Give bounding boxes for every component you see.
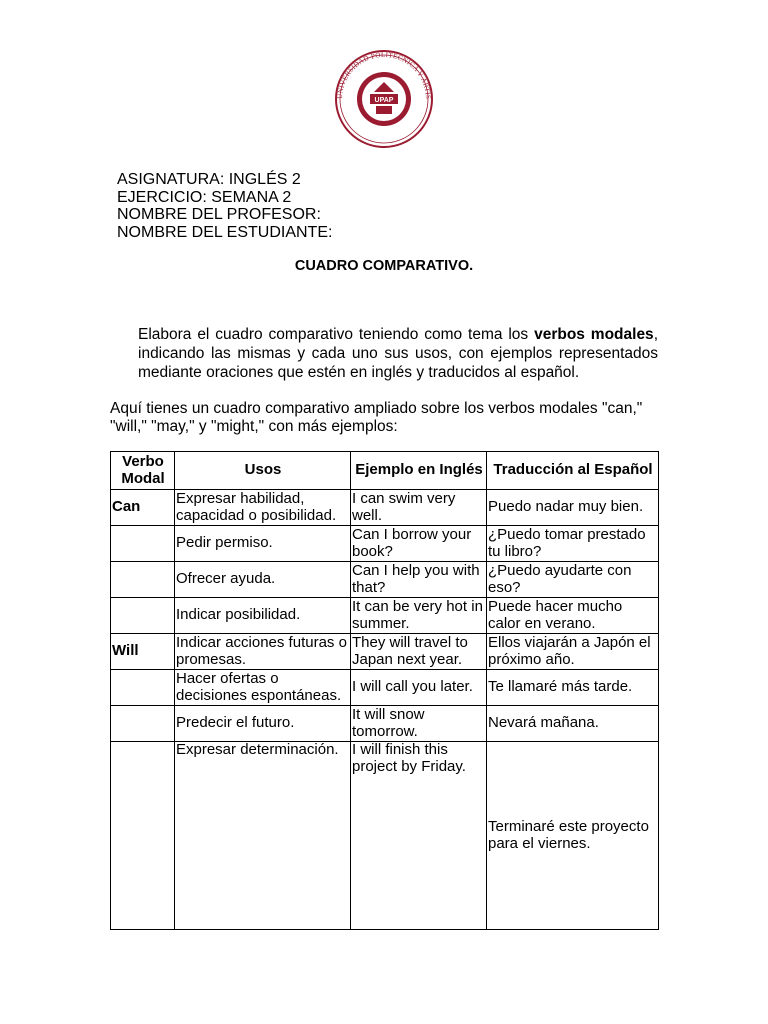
verb-cell (111, 526, 175, 562)
verb-cell: Can (111, 490, 175, 526)
ejemplo-cell: It can be very hot in summer. (351, 598, 487, 634)
instructions-bold: verbos modales (534, 326, 654, 343)
header-verbo-modal: Verbo Modal (111, 452, 175, 490)
table-row (111, 634, 659, 670)
university-logo (326, 44, 442, 154)
traduccion-cell: Nevará mañana. (487, 706, 659, 742)
ejemplo-cell: It will snow tomorrow. (351, 706, 487, 742)
traduccion-cell: ¿Puedo ayudarte con eso? (487, 562, 659, 598)
verb-cell (111, 598, 175, 634)
ejemplo-cell: Can I borrow your book? (351, 526, 487, 562)
traduccion-cell: Ellos viajarán a Japón el próximo año. (487, 634, 659, 670)
logo-abbr: UPAP (374, 97, 394, 104)
table-row (111, 562, 659, 598)
intro-paragraph: Aquí tienes un cuadro comparativo ampliado sobre los verbos modales "can," "will," "may," y "might," con más ejemplos: (110, 400, 643, 435)
instructions-before: Elabora el cuadro comparativo teniendo como tema los (138, 326, 535, 343)
table-row (111, 598, 659, 634)
uso-cell: Indicar acciones futuras o promesas. (175, 634, 351, 670)
header-traduccion: Traducción al Español (487, 452, 659, 490)
traduccion-cell: Puede hacer mucho calor en verano. (487, 598, 659, 634)
table-row (111, 706, 659, 742)
table-row (111, 526, 659, 562)
asignatura-line: ASIGNATURA: INGLÉS 2 (117, 171, 301, 188)
uso-cell: Ofrecer ayuda. (175, 562, 351, 598)
ejemplo-cell: They will travel to Japan next year. (351, 634, 487, 670)
table-row (111, 742, 659, 930)
uso-cell: Predecir el futuro. (175, 706, 351, 742)
comparison-table (110, 451, 659, 930)
table-row (111, 670, 659, 706)
verb-cell (111, 670, 175, 706)
ejemplo-cell: Can I help you with that? (351, 562, 487, 598)
estudiante-line: NOMBRE DEL ESTUDIANTE: (117, 223, 333, 241)
verb-cell (111, 706, 175, 742)
uso-cell: Hacer ofertas o decisiones espontáneas. (175, 670, 351, 706)
header-usos: Usos (175, 452, 351, 490)
table-header-row (111, 452, 659, 490)
traduccion-cell: Te llamaré más tarde. (487, 670, 659, 706)
traduccion-cell: Puedo nadar muy bien. (487, 490, 659, 526)
uso-cell: Expresar determinación. (175, 742, 351, 930)
uso-cell: Expresar habilidad, capacidad o posibilidad. (175, 490, 351, 526)
svg-text:UNIVERSIDAD POLITÉCNICA Y ARTÍ: UNIVERSIDAD POLITÉCNICA Y ARTÍS (335, 50, 433, 100)
ejercicio-line: EJERCICIO: SEMANA 2 (117, 188, 292, 206)
ejemplo-cell: I will call you later. (351, 670, 487, 706)
document-title: CUADRO COMPARATIVO. (294, 258, 474, 274)
header-ejemplo: Ejemplo en Inglés (351, 452, 487, 490)
verb-cell (111, 562, 175, 598)
instructions-after: , indicando las mismas y cada uno sus usos, con ejemplos representados mediante oraciones que estén en inglés y traducidos al español. (138, 326, 658, 381)
instructions-paragraph (138, 325, 658, 382)
verb-cell: Will (111, 634, 175, 670)
document-header (117, 171, 332, 241)
uso-cell: Indicar posibilidad. (175, 598, 351, 634)
verb-cell (111, 742, 175, 930)
traduccion-cell: ¿Puedo tomar prestado tu libro? (487, 526, 659, 562)
traduccion-cell: Terminaré este proyecto para el viernes. (487, 742, 659, 930)
ejemplo-cell: I can swim very well. (351, 490, 487, 526)
ejemplo-cell: I will finish this project by Friday. (351, 742, 487, 930)
profesor-line: NOMBRE DEL PROFESOR: (117, 206, 321, 224)
table-row (111, 490, 659, 526)
uso-cell: Pedir permiso. (175, 526, 351, 562)
